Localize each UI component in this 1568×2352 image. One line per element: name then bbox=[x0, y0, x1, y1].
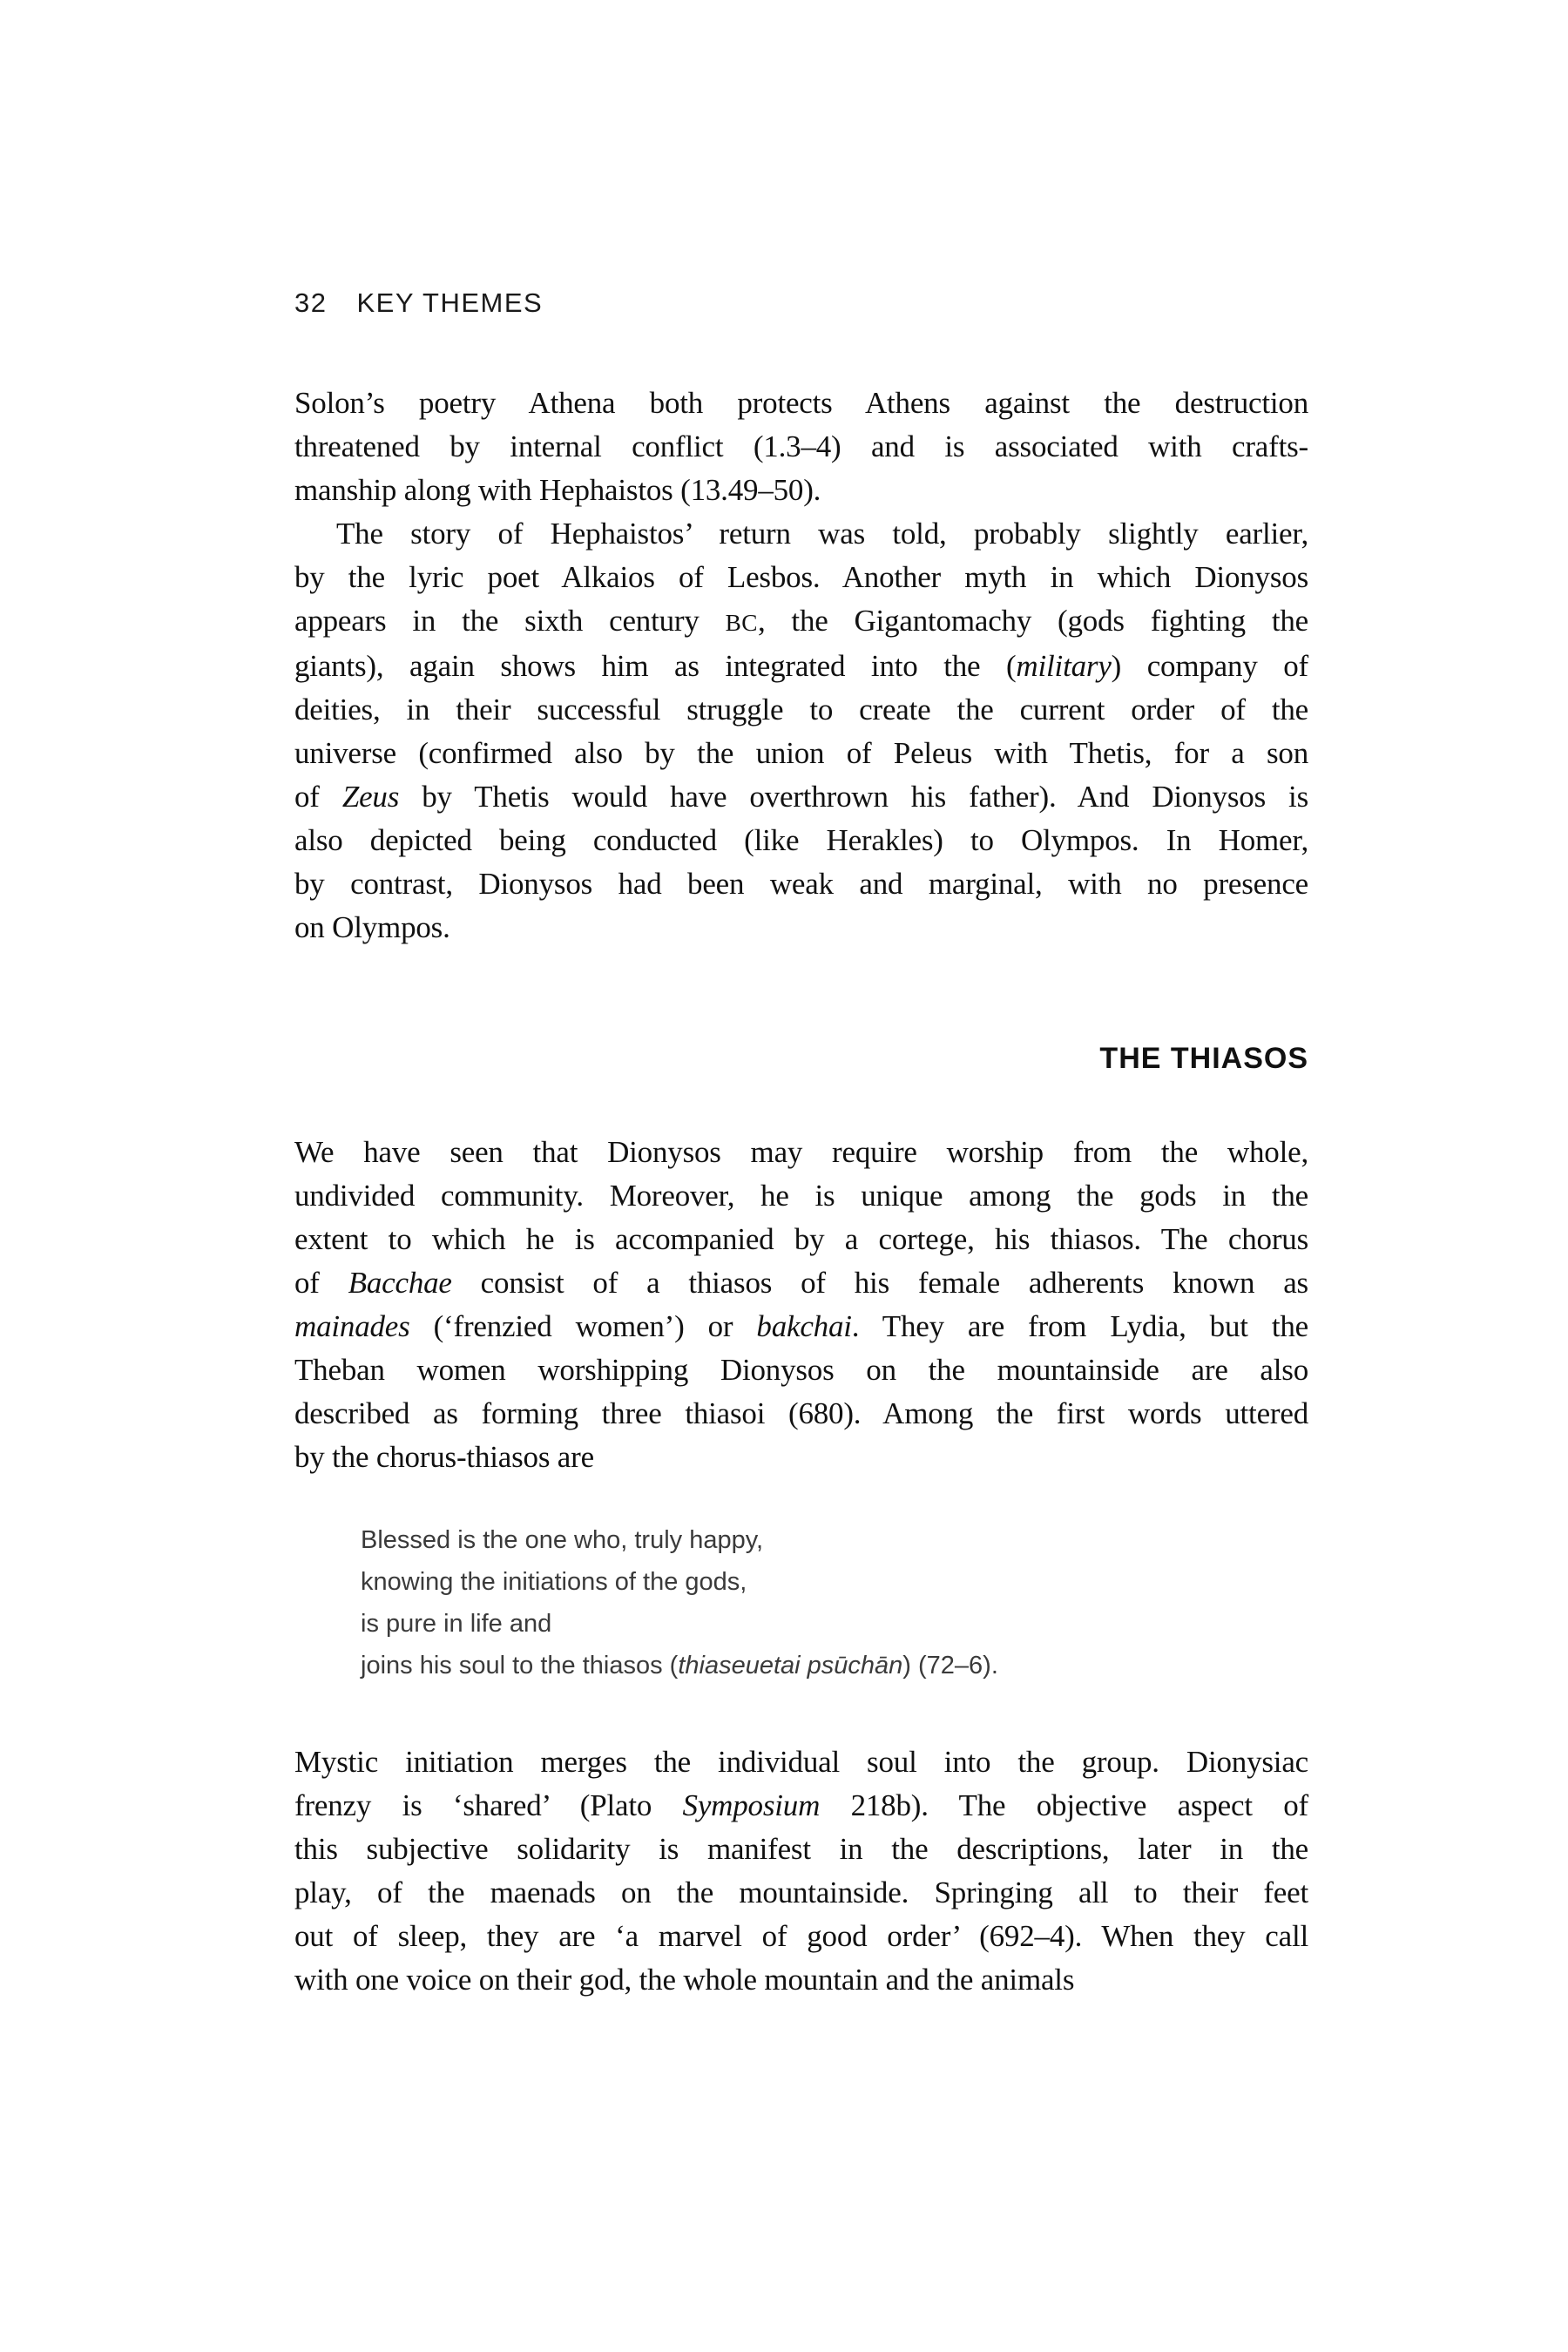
text-line: We have seen that Dionysos may require worship from the whole, bbox=[294, 1135, 1308, 1169]
text-line: Mystic initiation merges the individual soul into the group. Dionysiac bbox=[294, 1745, 1308, 1779]
text-line: joins his soul to the thiasos (thiaseuetai psūchān) (72–6). bbox=[361, 1652, 998, 1680]
text-line: by contrast, Dionysos had been weak and marginal, with no presence bbox=[294, 867, 1308, 901]
text-line: of Zeus by Thetis would have overthrown his father). And Dionysos is bbox=[294, 780, 1308, 814]
block-quote bbox=[294, 1519, 1308, 1686]
text-line: extent to which he is accompanied by a cortege, his thiasos. The chorus bbox=[294, 1222, 1308, 1256]
text-line: The story of Hephaistos’ return was told, probably slightly earlier, bbox=[336, 517, 1308, 551]
text-line: appears in the sixth century BC, the Gigantomachy (gods fighting the bbox=[294, 604, 1308, 638]
paragraph-thiasos-intro bbox=[294, 1131, 1308, 1479]
text-line: by the chorus-thiasos are bbox=[294, 1440, 594, 1474]
paragraph-mystic-initiation bbox=[294, 1740, 1308, 2002]
text-line: this subjective solidarity is manifest in the descriptions, later in the bbox=[294, 1832, 1308, 1866]
section-heading: THE THIASOS bbox=[1099, 1042, 1308, 1075]
text-line: is pure in life and bbox=[361, 1610, 552, 1638]
paragraph-hephaistos-return bbox=[294, 512, 1308, 950]
text-line: Solon’s poetry Athena both protects Athens against the destruction bbox=[294, 386, 1308, 420]
text-line: out of sleep, they are ‘a marvel of good order’ (692–4). When they call bbox=[294, 1919, 1308, 1953]
text-line: on Olympos. bbox=[294, 910, 450, 944]
text-line: manship along with Hephaistos (13.49–50). bbox=[294, 473, 821, 507]
text-line: by the lyric poet Alkaios of Lesbos. Another myth in which Dionysos bbox=[294, 560, 1308, 594]
text-line: of Bacchae consist of a thiasos of his female adherents known as bbox=[294, 1266, 1308, 1300]
text-line: threatened by internal conflict (1.3–4) and is associated with crafts- bbox=[294, 429, 1308, 463]
text-line: knowing the initiations of the gods, bbox=[361, 1568, 747, 1596]
chapter-title: KEY THEMES bbox=[356, 287, 544, 318]
running-header bbox=[294, 287, 1308, 322]
text-line: also depicted being conducted (like Herakles) to Olympos. In Homer, bbox=[294, 823, 1308, 857]
page-number: 32 bbox=[294, 287, 328, 318]
text-line: play, of the maenads on the mountainside. Springing all to their feet bbox=[294, 1876, 1308, 1909]
text-line: with one voice on their god, the whole mountain and the animals bbox=[294, 1963, 1075, 1997]
text-line: described as forming three thiasoi (680). Among the first words uttered bbox=[294, 1396, 1308, 1430]
text-line: Theban women worshipping Dionysos on the mountainside are also bbox=[294, 1353, 1308, 1387]
paragraph-solon bbox=[294, 382, 1308, 512]
text-line: undivided community. Moreover, he is unique among the gods in the bbox=[294, 1179, 1308, 1213]
text-line: frenzy is ‘shared’ (Plato Symposium 218b). The objective aspect of bbox=[294, 1788, 1308, 1822]
text-line: Blessed is the one who, truly happy, bbox=[361, 1526, 764, 1554]
text-line: mainades (‘frenzied women’) or bakchai. They are from Lydia, but the bbox=[294, 1309, 1308, 1343]
text-line: universe (confirmed also by the union of Peleus with Thetis, for a son bbox=[294, 736, 1308, 770]
text-line: giants), again shows him as integrated into the (military) company of bbox=[294, 649, 1308, 683]
text-line: deities, in their successful struggle to create the current order of the bbox=[294, 693, 1308, 727]
text-column bbox=[294, 287, 1308, 2002]
